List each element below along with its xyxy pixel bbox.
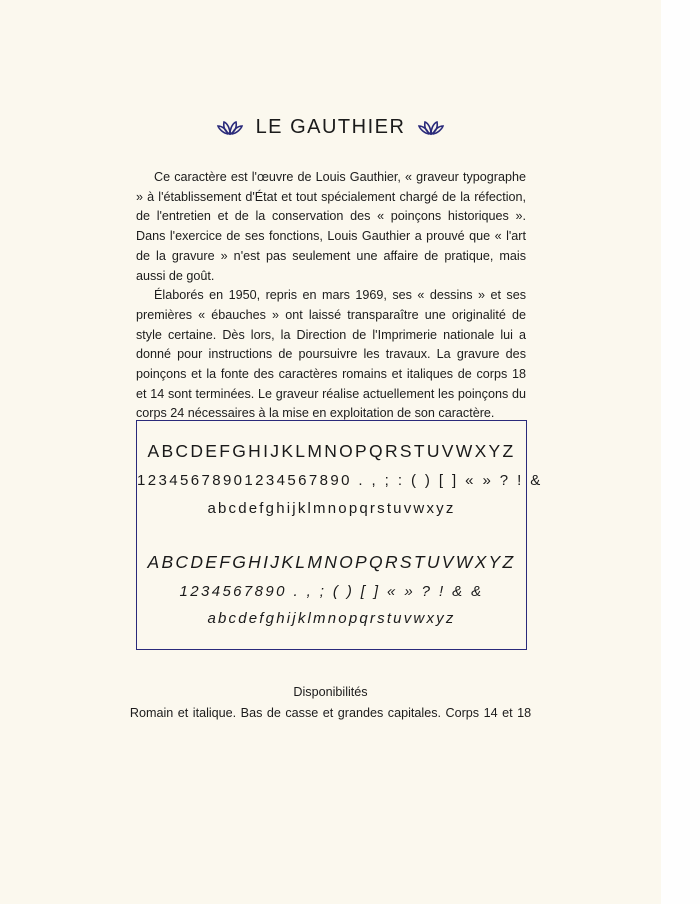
page-edge (661, 0, 700, 904)
availability-text: Romain et italique. Bas de casse et grandes capitales. Corps 14 et 18 (129, 706, 532, 720)
page-title: LE GAUTHIER (255, 116, 406, 138)
roman-figures-punctuation: 12345678901234567890 . , ; : ( ) [ ] « » ? ! & (137, 472, 543, 489)
paragraph-1: Ce caractère est l'œuvre de Louis Gauthier, « graveur typographe » à l'établissement d'État et tout spécialement chargé de la réfection, de l'entretien et de la conservation des « poinçons historiques ». Dans l'exercice de ses fonctions, Louis Gauthier a prouvé que « l'art de la gravure » n'est pas seulement une affaire de pratique, mais aussi de goût. (136, 170, 526, 283)
lotus-ornament-icon (417, 119, 445, 137)
paragraph-2: Élaborés en 1950, repris en mars 1969, ses « dessins » et ses premières « ébauches » ont laissé transparaître une originalité de style certaine. Dès lors, la Direction de l'Imprimerie nationale lui a donné pour instructions de poursuivre les travaux. La gravure des poinçons et la fonte des caractères romains et italiques de corps 18 et 14 sont terminées. Le graveur réalise actuellement les poinçons du corps 24 nécessaires à la mise en exploitation de son caractère. (136, 288, 526, 421)
italic-lowercase: abcdefghijklmnopqrstuvwxyz (207, 610, 456, 627)
roman-lowercase: abcdefghijklmnopqrstuvwxyz (207, 500, 456, 517)
description-text (136, 168, 526, 424)
roman-capitals: ABCDEFGHIJKLMNOPQRSTUVWXYZ (147, 441, 516, 461)
lotus-ornament-icon (216, 119, 244, 137)
type-specimen-box (136, 420, 543, 650)
italic-capitals: ABCDEFGHIJKLMNOPQRSTUVWXYZ (147, 552, 516, 572)
title-row (0, 116, 661, 139)
italic-figures-punctuation: 1234567890 . , ; ( ) [ ] « » ? ! & & (179, 583, 484, 600)
availability-heading: Disponibilités (293, 685, 368, 699)
